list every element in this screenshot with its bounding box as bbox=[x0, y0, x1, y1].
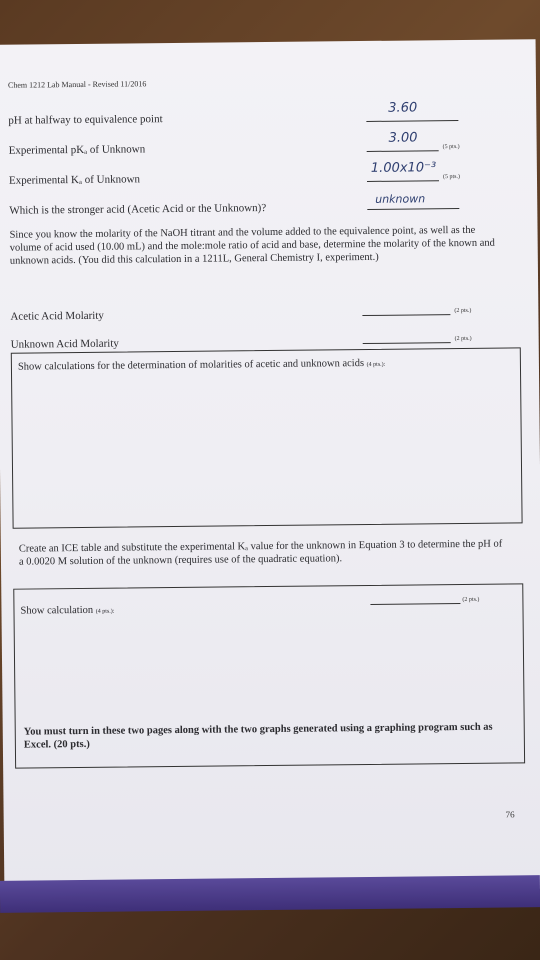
page-number: 76 bbox=[505, 809, 515, 820]
answer-line-stronger bbox=[367, 208, 459, 210]
worksheet-page bbox=[0, 39, 540, 895]
ice-table-instructions: Create an ICE table and substitute the experimental Kₐ value for the unknown in Equation 3 to determine the pH of a 0.0020 M solution of the unknown (requires use of the quadratic equation). bbox=[18, 538, 503, 568]
molarity-calculation-label bbox=[18, 358, 386, 373]
answer-stronger-acid: unknown bbox=[375, 192, 426, 206]
ph-calculation-points: (4 pts.): bbox=[95, 608, 115, 615]
submission-note: You must turn in these two pages along with the two graphs generated using a graphing program such as Excel. (20 pts.) bbox=[23, 721, 493, 751]
unknown-acid-molarity-points: (2 pts.) bbox=[454, 335, 472, 343]
molarity-instructions: Since you know the molarity of the NaOH titrant and the volume added to the equivalence point, as well as the volume of acid used (10.00 mL) and the mole:mole ratio of acid and base, determine the molarity of the known and unknown acids. (You did this calculation in a 1211L, General Chemistry I, experiment.) bbox=[9, 224, 495, 267]
answer-pka: 3.00 bbox=[388, 130, 418, 146]
answer-ph-halfway: 3.60 bbox=[388, 100, 418, 116]
answer-line-pka bbox=[367, 150, 439, 152]
row-label-stronger-acid: Which is the stronger acid (Acetic Acid or the Unknown)? bbox=[9, 202, 267, 217]
row-label-pka: Experimental pKₐ of Unknown bbox=[8, 143, 146, 157]
acetic-acid-molarity-line[interactable] bbox=[362, 314, 450, 316]
points-pka: (5 pts.) bbox=[442, 143, 460, 151]
molarity-calculation-text: Show calculations for the determination of molarities of acetic and unknown acids bbox=[17, 358, 365, 373]
ph-calculation-box[interactable] bbox=[13, 583, 525, 768]
ph-answer-line[interactable] bbox=[370, 603, 460, 605]
molarity-calculation-box[interactable] bbox=[11, 347, 523, 528]
answer-ka: 1.00x10⁻³ bbox=[370, 160, 437, 176]
acetic-acid-molarity-label: Acetic Acid Molarity bbox=[10, 309, 104, 323]
acetic-acid-molarity-points: (2 pts.) bbox=[454, 307, 472, 315]
ph-calculation-text: Show calculation bbox=[20, 604, 94, 617]
answer-line-ph bbox=[366, 120, 458, 122]
unknown-acid-molarity-line[interactable] bbox=[363, 342, 451, 344]
unknown-acid-molarity-label: Unknown Acid Molarity bbox=[10, 337, 119, 351]
row-label-ph-halfway: pH at halfway to equivalence point bbox=[8, 113, 163, 127]
ph-calculation-label bbox=[20, 605, 114, 617]
binder-edge bbox=[0, 875, 540, 913]
page-header: Chem 1212 Lab Manual - Revised 11/2016 bbox=[7, 79, 147, 90]
row-label-ka: Experimental Kₐ of Unknown bbox=[8, 173, 141, 187]
molarity-calculation-points: (4 pts.): bbox=[366, 361, 386, 368]
points-ka: (5 pts.) bbox=[442, 173, 461, 181]
answer-line-ka bbox=[367, 180, 439, 182]
ph-answer-points: (2 pts.) bbox=[462, 596, 480, 603]
